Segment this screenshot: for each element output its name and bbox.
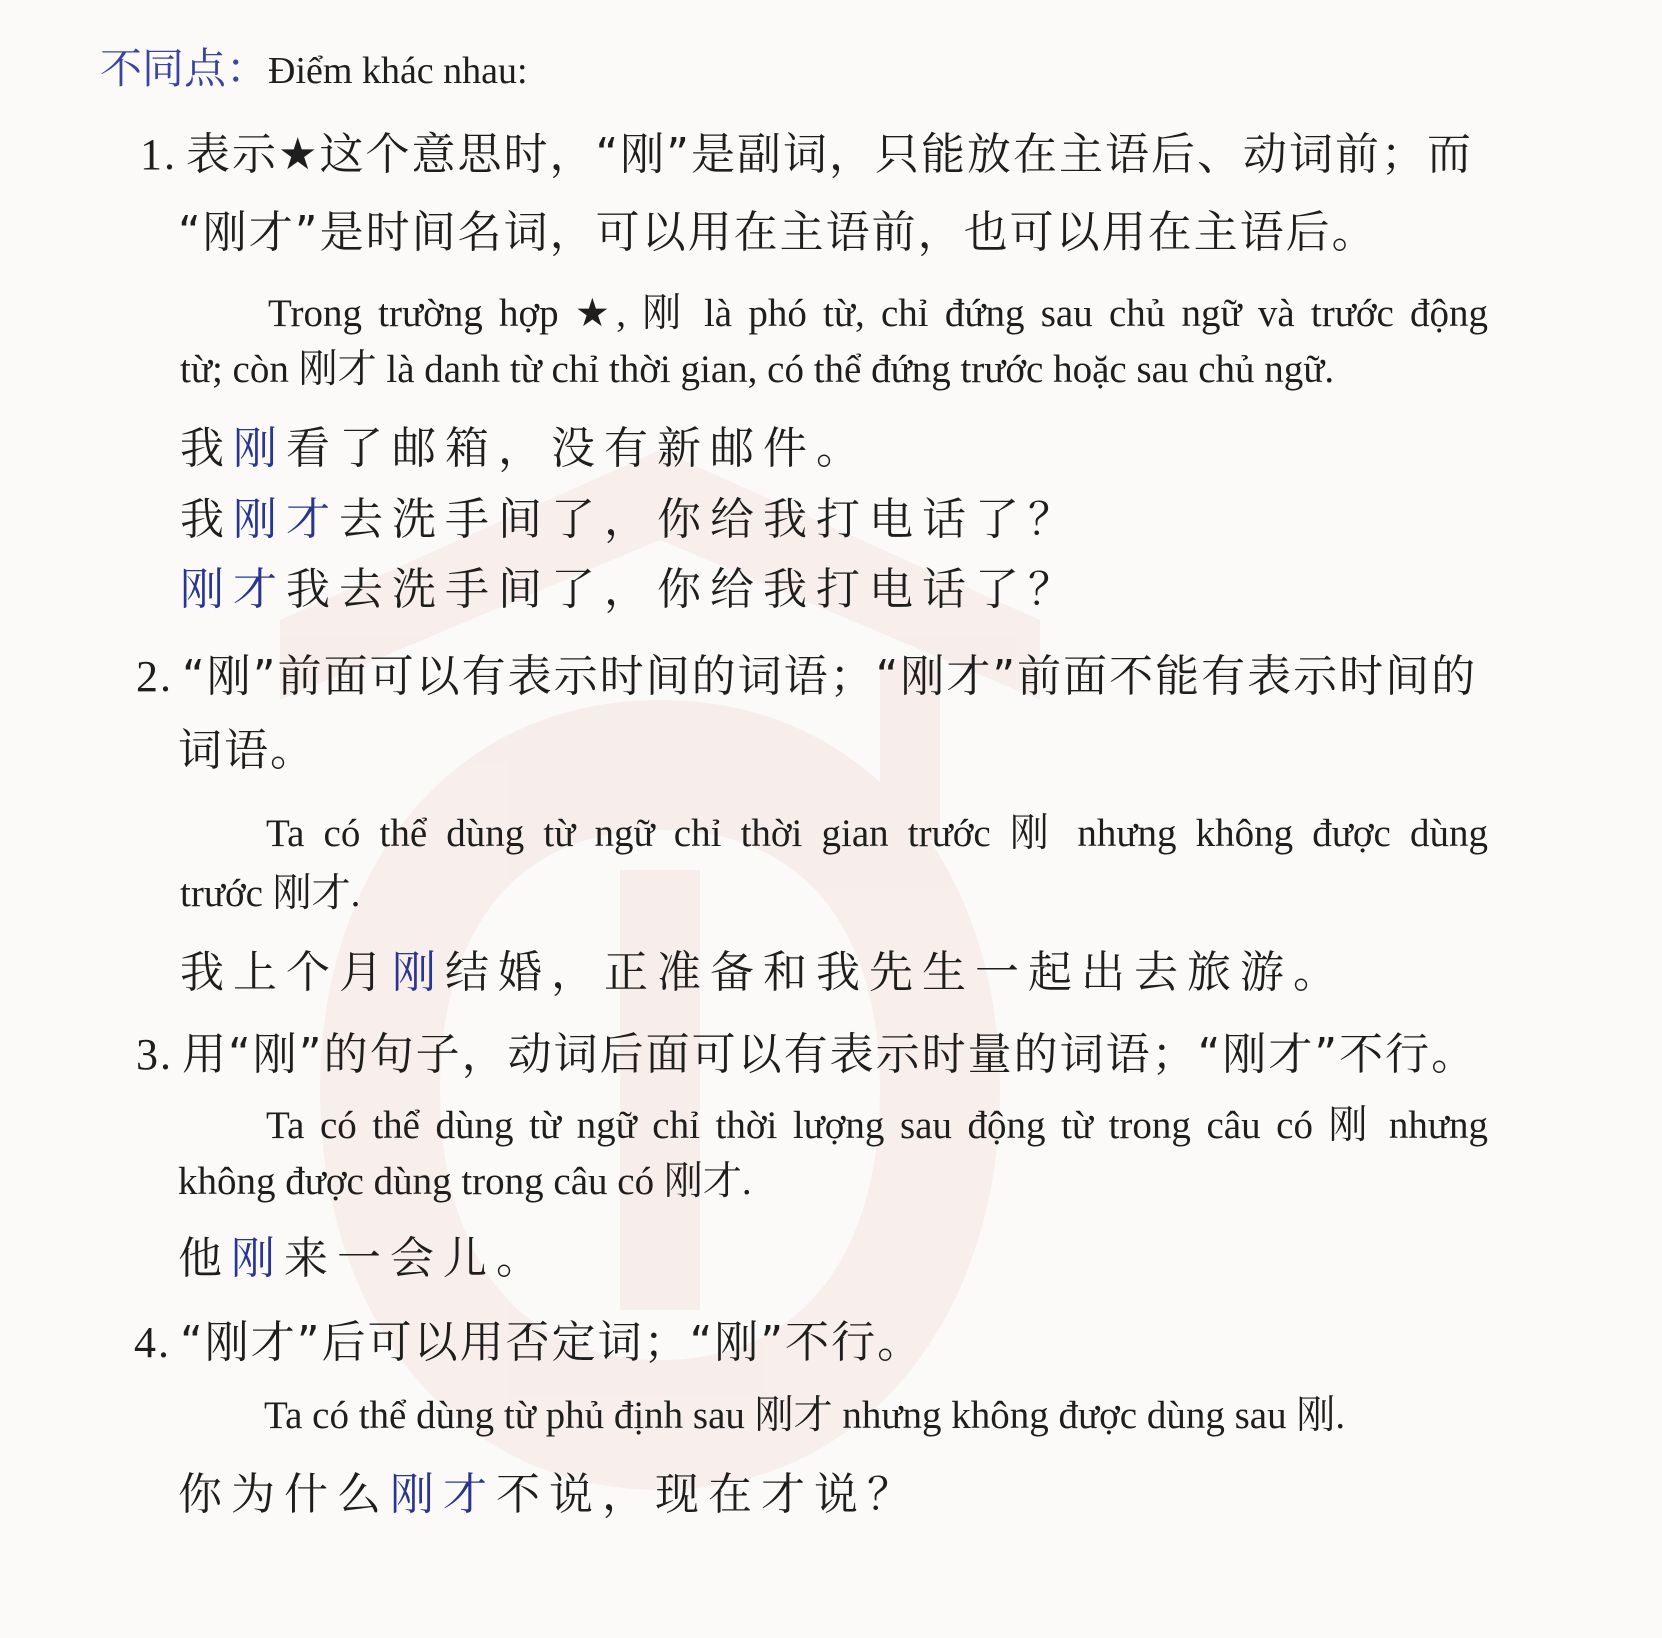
highlight-word: 刚 bbox=[392, 947, 445, 998]
highlight-word: 刚 bbox=[231, 1233, 284, 1284]
point-4-vietnamese-line-1: Ta có thể dùng từ phủ định sau 刚才 nhưng không được dùng sau 刚. bbox=[264, 1394, 1346, 1437]
point-3-vietnamese-line-2: không được dùng trong câu có 刚才. bbox=[178, 1160, 752, 1203]
heading-vietnamese: Điểm khác nhau: bbox=[268, 50, 528, 92]
point-2-vietnamese-line-1: Ta có thể dùng từ ngữ chỉ thời gian trước 刚 nhưng không được dùng bbox=[266, 812, 1488, 855]
highlight-word: 刚才 bbox=[233, 494, 339, 545]
highlight-word: 刚才 bbox=[390, 1469, 496, 1520]
highlight-word: 刚才 bbox=[180, 564, 286, 615]
point-2-chinese-line-1: 2. “刚”前面可以有表示时间的词语；“刚才”前面不能有表示时间的 bbox=[136, 651, 1478, 702]
point-4-chinese-line-1: 4. “刚才”后可以用否定词；“刚”不行。 bbox=[134, 1317, 924, 1368]
point-number: 4. bbox=[134, 1318, 171, 1367]
point-1-vietnamese-line-2: từ; còn 刚才 là danh từ chỉ thời gian, có thể đứng trước hoặc sau chủ ngữ. bbox=[180, 348, 1335, 391]
example-sentence: 刚才我去洗手间了，你给我打电话了？ bbox=[180, 564, 1081, 615]
point-2-chinese-line-2: 词语。 bbox=[178, 725, 316, 776]
example-sentence: 你为什么刚才不说，现在才说？ bbox=[178, 1469, 920, 1520]
point-number: 1. bbox=[140, 130, 177, 179]
point-3-chinese-line-1: 3. 用“刚”的句子，动词后面可以有表示时量的词语；“刚才”不行。 bbox=[136, 1029, 1478, 1080]
point-3-vietnamese-line-1: Ta có thể dùng từ ngữ chỉ thời lượng sau động từ trong câu có 刚 nhưng bbox=[266, 1104, 1488, 1147]
section-heading bbox=[100, 36, 528, 96]
point-2-vietnamese-line-2: trước 刚才. bbox=[180, 872, 361, 915]
point-1-vietnamese-line-1: Trong trường hợp ★, 刚 là phó từ, chỉ đứng sau chủ ngữ và trước động bbox=[268, 292, 1488, 335]
point-1-chinese-line-1: 1. 表示★这个意思时，“刚”是副词，只能放在主语后、动词前；而 bbox=[140, 129, 1474, 180]
highlight-word: 刚 bbox=[233, 423, 286, 474]
example-sentence: 我刚看了邮箱，没有新邮件。 bbox=[180, 423, 869, 474]
point-1-chinese-line-2: “刚才”是时间名词，可以用在主语前，也可以用在主语后。 bbox=[178, 207, 1378, 258]
example-sentence: 他刚来一会儿。 bbox=[178, 1233, 549, 1284]
example-sentence: 我刚才去洗手间了，你给我打电话了？ bbox=[180, 494, 1081, 545]
heading-chinese: 不同点： bbox=[100, 44, 269, 93]
point-number: 2. bbox=[136, 652, 173, 701]
example-sentence: 我上个月刚结婚，正准备和我先生一起出去旅游。 bbox=[180, 947, 1346, 998]
point-number: 3. bbox=[136, 1030, 173, 1079]
